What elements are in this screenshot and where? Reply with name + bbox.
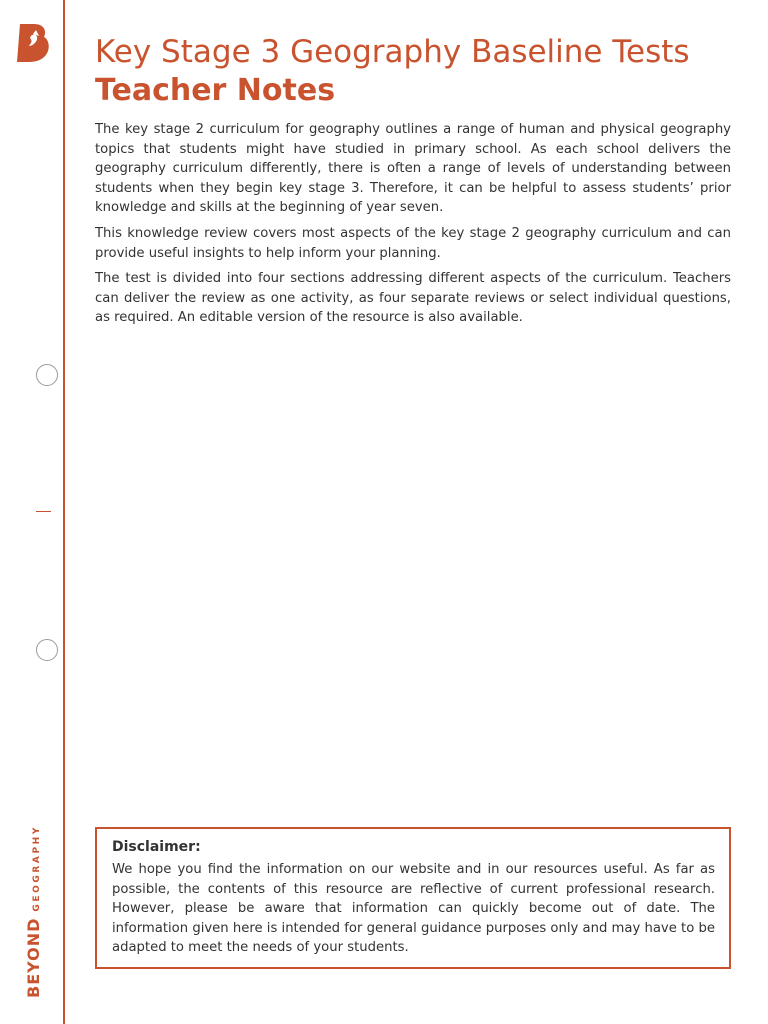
disclaimer-heading: Disclaimer: xyxy=(112,839,201,855)
disclaimer-text: We hope you find the information on our website and in our resources useful. As far as possible, the contents of this resource are reflective of current professional research. However, please be aware that information can quickly become out of date. The information given here is intended for general guidance purposes only and may have to be adapted to meet the needs of your students. xyxy=(112,862,715,956)
page-title: Key Stage 3 Geography Baseline Tests xyxy=(95,34,690,70)
brand-word-geography: GEOGRAPHY xyxy=(32,825,42,912)
disclaimer-box xyxy=(95,827,731,969)
punch-hole-top xyxy=(36,364,58,386)
intro-paragraph-1: The key stage 2 curriculum for geography outlines a range of human and physical geography topics that students might have studied in primary school. As each school delivers the geography curriculum differently, there is often a range of levels of understanding between students when they begin key stage 3. Therefore, it can be helpful to assess students’ prior knowledge and skills at the beginning of year seven. xyxy=(95,122,731,216)
page-subtitle: Teacher Notes xyxy=(95,73,336,108)
brand-wordmark xyxy=(24,825,43,998)
punch-hole-bottom xyxy=(36,639,58,661)
intro-paragraph-2: This knowledge review covers most aspects of the key stage 2 geography curriculum and can provide useful insights to help inform your planning. xyxy=(95,225,731,261)
intro-section xyxy=(95,120,731,334)
beyond-logo-icon xyxy=(15,22,51,64)
fold-mark xyxy=(36,511,51,512)
intro-paragraph-3: The test is divided into four sections addressing different aspects of the curriculum. Teachers can deliver the review as one activity, as four separate reviews or select individual questions, as required. An editable version of the resource is also available. xyxy=(95,271,731,326)
margin-line xyxy=(63,0,65,1024)
brand-word-beyond: BEYOND xyxy=(24,917,43,998)
